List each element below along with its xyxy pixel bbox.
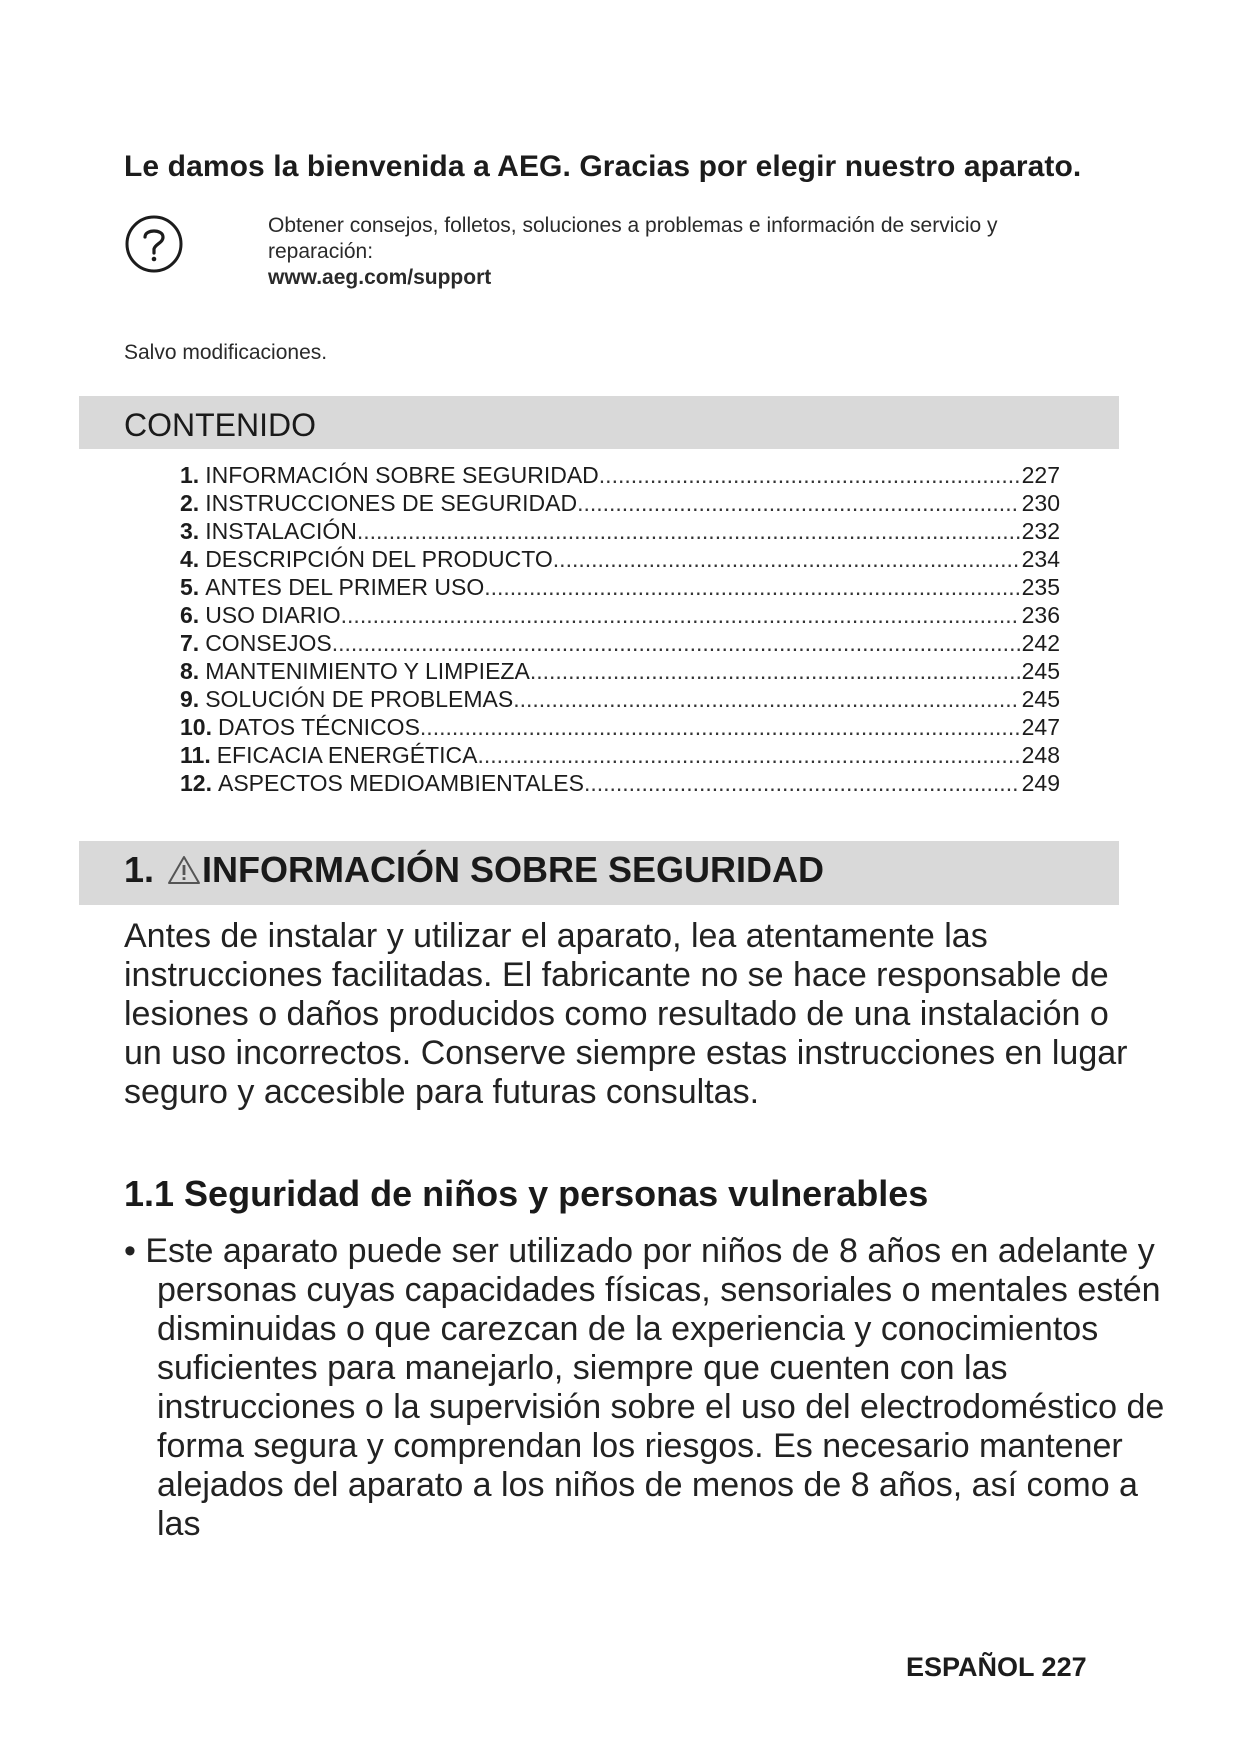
toc-item[interactable] [180, 489, 1060, 517]
toc-item-page: 236 [1021, 602, 1060, 628]
toc-item-page: 230 [1021, 490, 1060, 516]
toc-item-number: 12. [180, 770, 212, 796]
toc-item-number: 3. [180, 518, 200, 544]
toc-item-number: 5. [180, 574, 200, 600]
toc-item-page: 247 [1021, 714, 1060, 740]
toc-item-number: 11. [180, 742, 211, 768]
toc-item-label: ANTES DEL PRIMER USO [205, 574, 485, 600]
toc-item-label: MANTENIMIENTO Y LIMPIEZA [205, 658, 530, 684]
toc-item-number: 6. [180, 602, 200, 628]
toc-item-page: 232 [1021, 518, 1060, 544]
toc-item[interactable] [180, 685, 1060, 713]
toc-leader-dots [584, 769, 1020, 797]
toc-item-number: 10. [180, 714, 212, 740]
toc-item-number: 2. [180, 490, 200, 516]
toc-item-number: 7. [180, 630, 200, 656]
toc-item-label: DESCRIPCIÓN DEL PRODUCTO [205, 546, 553, 572]
support-link[interactable]: www.aeg.com/support [268, 266, 492, 289]
toc-item-number: 9. [180, 686, 200, 712]
section-title: INFORMACIÓN SOBRE SEGURIDAD [202, 849, 825, 890]
footer-language: ESPAÑOL [906, 1652, 1035, 1682]
toc-item-page: 242 [1021, 630, 1060, 656]
support-info [268, 213, 1088, 291]
toc-item[interactable] [180, 517, 1060, 545]
footer-page-number: 227 [1041, 1652, 1087, 1682]
intro-paragraph: Antes de instalar y utilizar el aparato, lea atentamente las instrucciones facilitadas. El fabricante no se hace responsable de lesiones o daños producidos como resultado de una instalación o un uso incorrectos. Conserve siempre estas instrucciones en lugar seguro y accesible para futuras consultas. [124, 917, 1128, 1111]
toc-item-number: 1. [180, 462, 200, 488]
modification-notice: Salvo modificaciones. [124, 341, 328, 364]
toc-leader-dots [577, 489, 1020, 517]
toc-item-label: ASPECTOS MEDIOAMBIENTALES [217, 770, 584, 796]
toc-item-page: 235 [1021, 574, 1060, 600]
toc-item-label: CONSEJOS [205, 630, 332, 656]
toc-item-page: 245 [1021, 658, 1060, 684]
toc-title: CONTENIDO [124, 407, 316, 443]
toc-leader-dots [484, 573, 1019, 601]
page-footer [906, 1652, 1087, 1683]
toc-item[interactable] [180, 657, 1060, 685]
toc-leader-dots [477, 741, 1019, 769]
table-of-contents [180, 461, 1060, 797]
toc-item-label: EFICACIA ENERGÉTICA [216, 742, 478, 768]
toc-leader-dots [420, 713, 1020, 741]
toc-item[interactable] [180, 601, 1060, 629]
toc-leader-dots [553, 545, 1020, 573]
toc-leader-dots [332, 629, 1020, 657]
toc-item-page: 234 [1021, 546, 1060, 572]
toc-item-page: 248 [1021, 742, 1060, 768]
toc-leader-dots [357, 517, 1020, 545]
toc-item-page: 249 [1021, 770, 1060, 796]
toc-item[interactable] [180, 629, 1060, 657]
welcome-heading: Le damos la bienvenida a AEG. Gracias por elegir nuestro aparato. [124, 150, 1082, 183]
section-number: 1. [124, 849, 155, 890]
toc-item[interactable] [180, 573, 1060, 601]
section-heading [124, 849, 824, 891]
toc-item-page: 245 [1021, 686, 1060, 712]
bullet-text: Este aparato puede ser utilizado por niños de 8 años en adelante y personas cuyas capacidades físicas, sensoriales o mentales estén disminuidas o que carezcan de la experiencia y conocimientos suficientes para manejarlo, siempre que cuenten con las instrucciones o la supervisión sobre el uso del electrodoméstico de forma segura y comprendan los riesgos. Es necesario mantener alejados del aparato a los niños de menos de 8 años, así como a las [145, 1232, 1165, 1543]
subsection-heading: 1.1 Seguridad de niños y personas vulnerables [124, 1173, 929, 1214]
support-description: Obtener consejos, folletos, soluciones a problemas e información de servicio y reparación: [268, 214, 998, 263]
toc-item[interactable] [180, 713, 1060, 741]
toc-item-page: 227 [1021, 462, 1060, 488]
bullet-item: • Este aparato puede ser utilizado por niños de 8 años en adelante y personas cuyas capacidades físicas, sensoriales o mentales estén disminuidas o que carezcan de la experiencia y conocimientos suficientes para manejarlo, siempre que cuenten con las instrucciones o la supervisión sobre el uso del electrodoméstico de forma segura y comprendan los riesgos. Es necesario mantener alejados del aparato a los niños de menos de 8 años, así como a las [124, 1232, 1165, 1543]
toc-item-label: INFORMACIÓN SOBRE SEGURIDAD [205, 462, 599, 488]
toc-item-label: SOLUCIÓN DE PROBLEMAS [205, 686, 514, 712]
question-circle-icon [124, 214, 184, 274]
toc-item-number: 8. [180, 658, 200, 684]
toc-item-number: 4. [180, 546, 200, 572]
toc-item-label: INSTALACIÓN [205, 518, 357, 544]
warning-triangle-icon [166, 854, 202, 886]
toc-item[interactable] [180, 741, 1060, 769]
toc-item[interactable] [180, 461, 1060, 489]
toc-leader-dots [530, 657, 1020, 685]
toc-item[interactable] [180, 545, 1060, 573]
toc-item-label: USO DIARIO [205, 602, 341, 628]
toc-leader-dots [341, 601, 1020, 629]
toc-leader-dots [599, 461, 1020, 489]
toc-item-label: INSTRUCCIONES DE SEGURIDAD [205, 490, 578, 516]
toc-item-label: DATOS TÉCNICOS [217, 714, 420, 740]
toc-leader-dots [513, 685, 1019, 713]
toc-item[interactable] [180, 769, 1060, 797]
